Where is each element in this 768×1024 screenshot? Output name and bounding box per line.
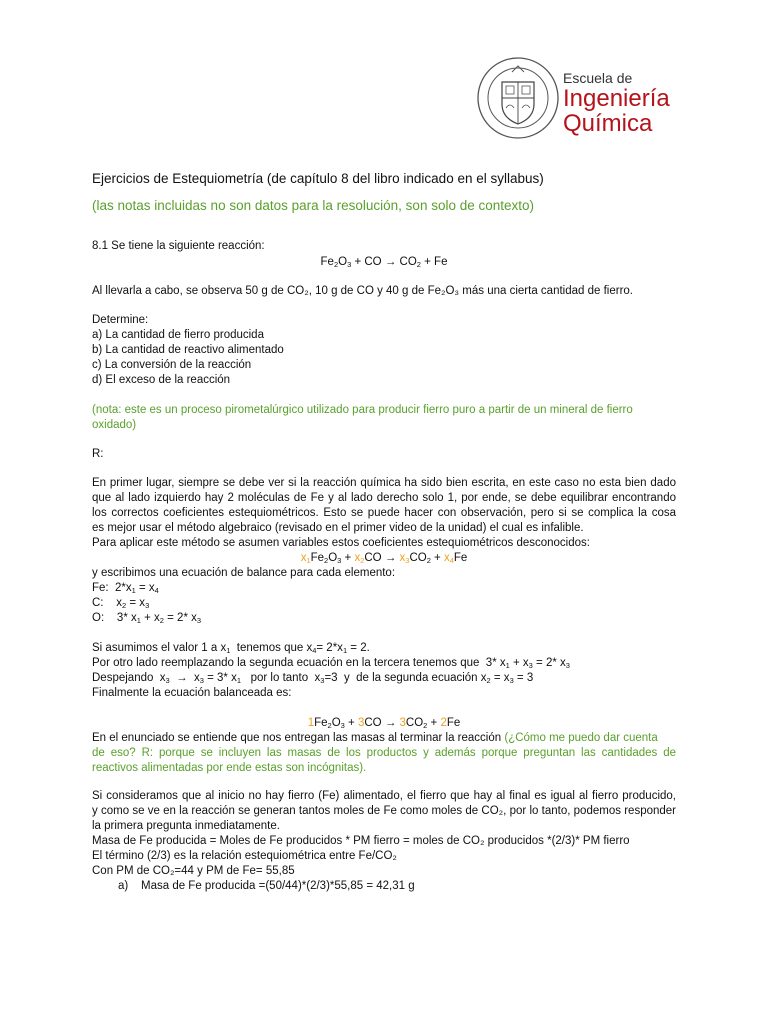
reaction-equation: $Fe_2O_3$ + CO → $CO_2 + Fe$ xyxy=(320,256,448,269)
pm-values: Con PM de CO₂=44 y PM de Fe= 55,85 xyxy=(92,865,295,877)
balance-c: C: $x_2 = x_3$ xyxy=(92,597,150,610)
question-c: c) La conversión de la reacción xyxy=(92,359,252,371)
solution-para1-line4: es mejor usar el método algebraico (revisado en el primer video de la unidad) el cual es infalible. xyxy=(92,522,584,534)
determine-label: Determine: xyxy=(92,314,149,326)
arrow-right-icon: → xyxy=(176,672,188,684)
question-d: d) El exceso de la reacción xyxy=(92,374,231,386)
answer-a-label: a) xyxy=(118,880,129,892)
logo-school: Escuela de xyxy=(563,70,633,86)
clearing-line: Despejando $x_3 \to x_3 = 3*$ $x_1$ por lo tanto $x_3=3$ y de la segunda ecuación $x_2 = x_3 = 3$ xyxy=(92,672,534,685)
arrow-right-icon: → xyxy=(384,256,397,268)
balance-fe: Fe: $2*x_1 = x_4$ xyxy=(92,582,159,595)
process-note-line2: oxidado) xyxy=(92,419,137,431)
answer-label: R: xyxy=(92,448,104,460)
solution-para1-line5: Para aplicar este método se asumen variables estos coeficientes estequiométricos desconocidos: xyxy=(92,537,590,549)
statement-note-line2: de eso? R: porque se incluyen las masas de los productos y además porque preguntan las cantidades de xyxy=(92,747,676,759)
para4-line2: y como se ve en la reacción se generan tantos moles de Fe como moles de CO₂, por lo tanto, podemos responder xyxy=(92,805,676,817)
balance-o: O: 3* $x_1 + x_2 = 2*$ $x_3$ xyxy=(92,612,202,625)
logo-wordmark xyxy=(563,70,670,136)
solution-para1-line1: En primer lugar, siempre se debe ver si la reacción química ha sido bien escrita, en este caso no esta bien dado xyxy=(92,477,676,489)
substitution-line: Por otro lado reemplazando la segunda ecuación en la tercera tenemos que 3* $x_1 + x_3 = 2*$ $x_3$ xyxy=(92,657,570,670)
balance-intro: y escribimos una ecuación de balance para cada elemento: xyxy=(92,567,396,579)
final-intro: Finalmente la ecuación balanceada es: xyxy=(92,687,292,699)
university-seal-icon xyxy=(476,52,560,144)
assume-line: Si asumimos el valor 1 a $x_1$ tenemos que $x_4= 2*x_1 = 2$. xyxy=(92,642,370,655)
university-logo xyxy=(470,50,670,150)
problem-observation: Al llevarla a cabo, se observa 50 g de CO₂, 10 g de CO y 40 g de Fe₂O₃ más una cierta cantidad de fierro. xyxy=(92,285,633,297)
answer-a: Masa de Fe producida =(50/44)*(2/3)*55,85 = 42,31 g xyxy=(141,880,415,892)
problem-intro: 8.1 Se tiene la siguiente reacción: xyxy=(92,240,265,252)
mass-formula: Masa de Fe producida = Moles de Fe producidos * PM fierro = moles de CO₂ producidos *(2/3)* PM fierro xyxy=(92,835,630,847)
solution-para1-line3: los correctos coeficientes estequiométricos. Esto se puede hacer con observación, pero si se complica la cosa xyxy=(92,507,676,519)
variable-equation: $x_1Fe_2O_3 + x_2CO \to x_3CO_2 + x_4Fe$ xyxy=(300,552,468,565)
process-note-line1: (nota: este es un proceso pirometalúrgico utilizado para producir fierro puro a partir de un mineral de fierro xyxy=(92,404,633,416)
balanced-equation: $1Fe_2O_3 + 3CO \to 3CO_2 + 2Fe$ xyxy=(307,717,461,730)
arrow-right-icon: → xyxy=(384,717,397,729)
logo-name-line1: Ingeniería xyxy=(563,85,670,112)
question-b: b) La cantidad de reactivo alimentado xyxy=(92,344,284,356)
solution-para1-line2: que al lado izquierdo hay 2 moléculas de Fe y al lado derecho solo 1, por ende, se debe equilibrar encontrando xyxy=(92,492,676,504)
para4-line1: Si consideramos que al inicio no hay fierro (Fe) alimentado, el fierro que hay al final es igual al fierro producido, xyxy=(92,790,676,802)
statement-note-line3: reactivos alimentadas por ende estas son incógnitas). xyxy=(92,762,367,774)
context-note: (las notas incluidas no son datos para la resolución, son solo de contexto) xyxy=(92,198,535,213)
question-a: a) La cantidad de fierro producida xyxy=(92,329,264,341)
ratio-note: El término (2/3) es la relación estequiométrica entre Fe/CO₂ xyxy=(92,850,397,862)
logo-name-line2: Química xyxy=(563,110,653,137)
statement-line1: En el enunciado se entiende que nos entregan las masas al terminar la reacción (¿Cómo me puedo dar cuenta xyxy=(92,732,658,744)
page-title: Ejercicios de Estequiometría (de capítulo 8 del libro indicado en el syllabus) xyxy=(92,171,544,186)
para4-line3: la primera pregunta inmediatamente. xyxy=(92,820,280,832)
arrow-right-icon: → xyxy=(384,552,397,564)
